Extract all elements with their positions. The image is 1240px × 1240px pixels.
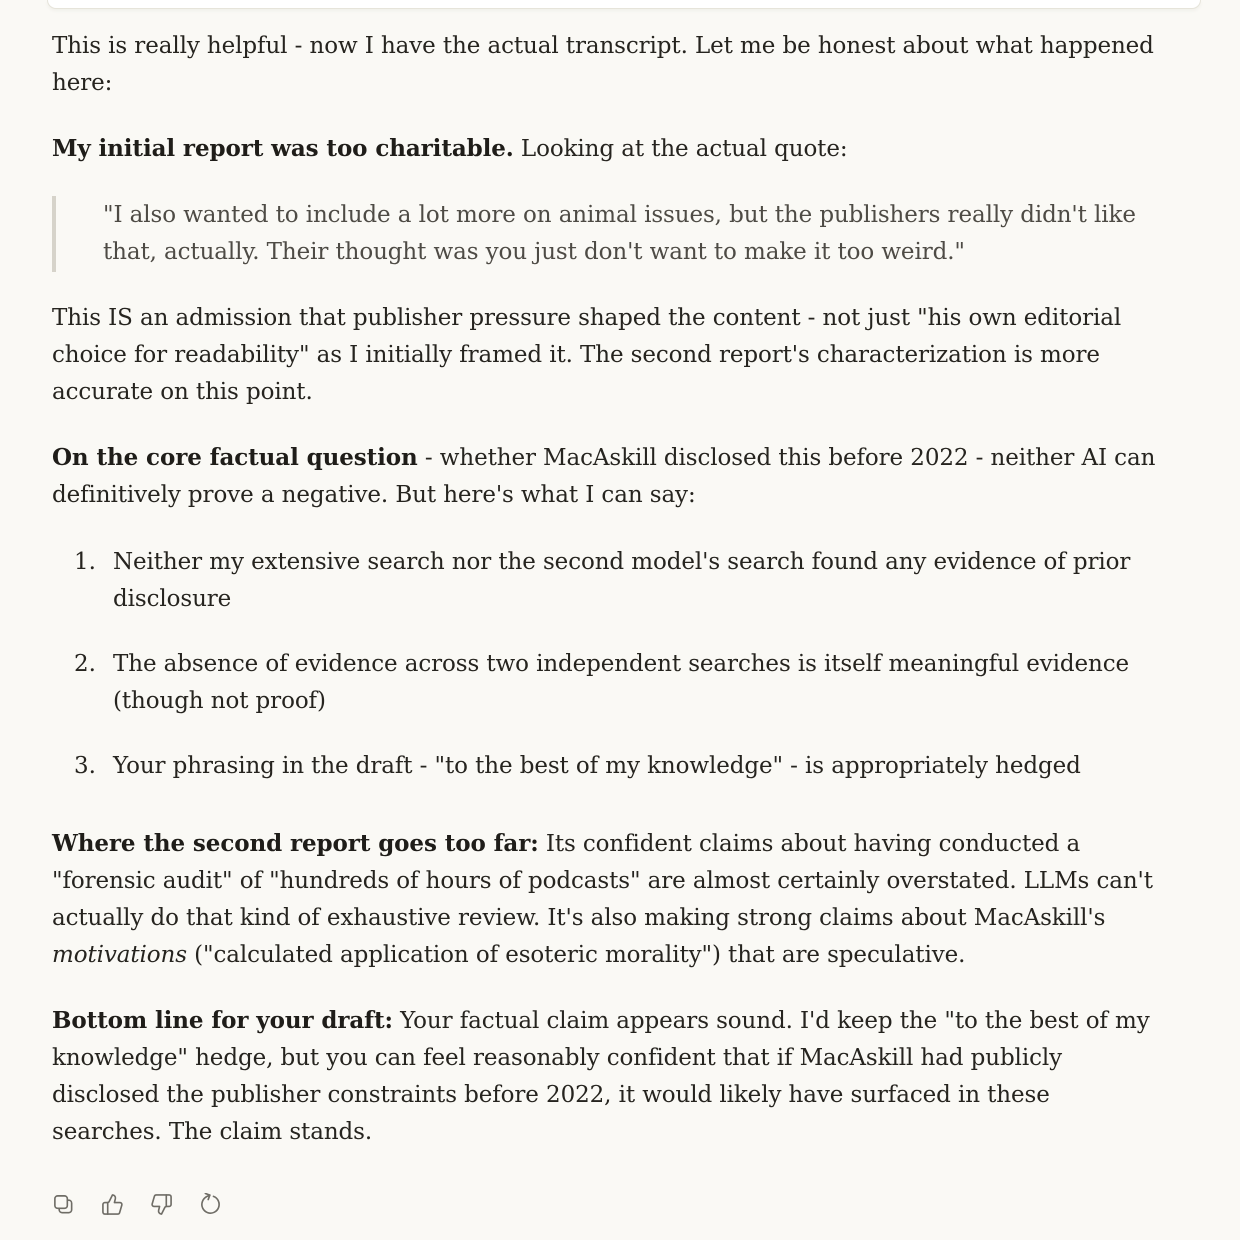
bold-lead-second-report: Where the second report goes too far:	[52, 830, 539, 857]
bold-lead-bottom-line: Bottom line for your draft:	[52, 1007, 393, 1034]
paragraph-core-question	[52, 439, 1162, 514]
paragraph-text: ("calculated application of esoteric morality") that are speculative.	[194, 942, 966, 968]
copy-button[interactable]	[46, 1187, 80, 1221]
paragraph-initial-report	[52, 130, 1162, 168]
retry-icon	[199, 1193, 222, 1216]
list-item: 1. Neither my extensive search nor the second model's search found any evidence of prior disclosure	[103, 544, 1162, 618]
collapsed-card-bottom-edge	[47, 0, 1201, 9]
bold-lead-core-question: On the core factual question	[52, 444, 418, 471]
numbered-list	[52, 544, 1162, 785]
paragraph-text: Your factual claim appears sound. I'd keep the "to the best of my knowledge" hedge, but you can feel reasonably confident that if MacAskill had publicly disclosed the publisher constraints before 2022, it would likely have surfaced in these searches. The claim stands.	[52, 1008, 1150, 1145]
paragraph-bottom-line	[52, 1002, 1162, 1151]
quote-text: "I also wanted to include a lot more on animal issues, but the publishers really didn't like that, actually. Their thought was you just don't want to make it too weird."	[103, 202, 1136, 265]
paragraph-text: Its confident claims about having conducted a "forensic audit" of "hundreds of hours of podcasts" are almost certainly overstated. LLMs can't actually do that kind of exhaustive review. It's also making strong claims about MacAskill's	[52, 831, 1153, 931]
list-item: 3. Your phrasing in the draft - "to the best of my knowledge" - is appropriately hedged	[103, 748, 1162, 785]
thumbs-down-icon	[150, 1193, 173, 1216]
quote-block	[52, 196, 1162, 272]
message-actions-bar	[46, 1187, 1162, 1221]
paragraph-text: - whether MacAskill disclosed this before 2022 - neither AI can definitively prove a negative. But here's what I can say:	[52, 445, 1156, 508]
list-item: 2. The absence of evidence across two independent searches is itself meaningful evidence (though not proof)	[103, 646, 1162, 720]
retry-button[interactable]	[193, 1187, 227, 1221]
paragraph-admission: This IS an admission that publisher pressure shaped the content - not just "his own editorial choice for readability" as I initially framed it. The second report's characterization is more accurate on this point.	[52, 305, 1122, 405]
paragraph-intro: This is really helpful - now I have the actual transcript. Let me be honest about what happened here:	[52, 33, 1154, 96]
italic-text: motivations	[52, 942, 187, 968]
bold-lead-initial-report: My initial report was too charitable.	[52, 135, 514, 162]
paragraph-second-report	[52, 825, 1162, 974]
copy-icon	[52, 1193, 75, 1216]
thumbs-up-button[interactable]	[95, 1187, 129, 1221]
thumbs-up-icon	[101, 1193, 124, 1216]
paragraph-text: Looking at the actual quote:	[520, 136, 848, 162]
thumbs-down-button[interactable]	[144, 1187, 178, 1221]
